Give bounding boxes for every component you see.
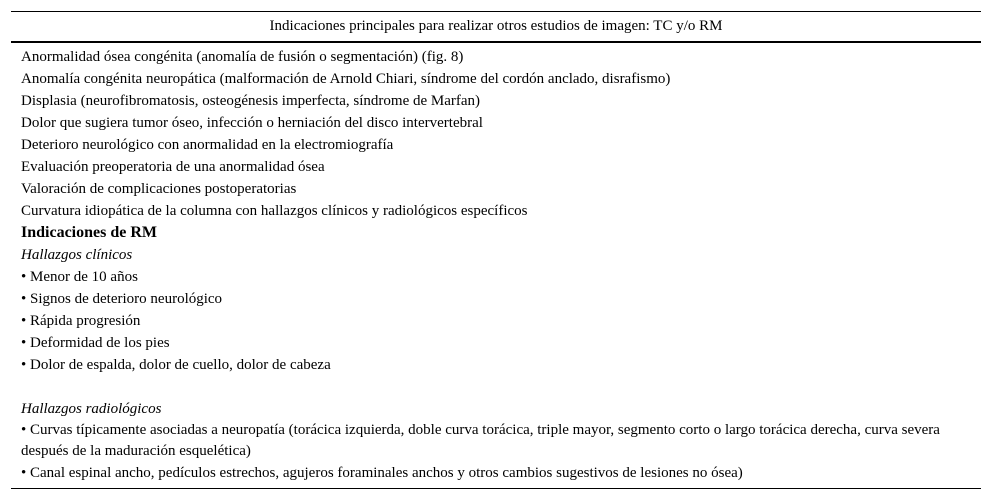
table-row: Anormalidad ósea congénita (anomalía de fusión o segmentación) (fig. 8) [21,49,464,65]
table-row: Deterioro neurológico con anormalidad en la electromiografía [21,137,394,153]
list-item: • Curvas típicamente asociadas a neuropatía (torácica izquierda, doble curva torácica, triple mayor, segmento corto o largo torácica derecha, curva severa después de la maduración esquelética) [21,420,981,462]
list-item: • Dolor de espalda, dolor de cuello, dolor de cabeza [21,354,981,376]
list-item: • Canal espinal ancho, pedículos estrechos, agujeros foraminales anchos y otros cambios sugestivos de lesiones no ósea) [21,462,981,484]
table-header: Indicaciones principales para realizar otros estudios de imagen: TC y/o RM [269,18,723,34]
table-body [11,43,981,484]
table-bottom-rule [11,488,981,489]
table-row: Valoración de complicaciones postoperatorias [21,181,297,197]
list-item: • Signos de deterioro neurológico [21,288,981,310]
table-row: Anomalía congénita neuropática (malformación de Arnold Chiari, síndrome del cordón anclado, disrafismo) [21,71,671,87]
rm-section-title: Indicaciones de RM [21,224,157,241]
spacer [21,376,981,398]
list-item: • Rápida progresión [21,310,981,332]
indications-table [11,11,981,484]
radiological-findings-subtitle: Hallazgos radiológicos [21,401,162,417]
list-item: • Menor de 10 años [21,266,981,288]
table-row: Displasia (neurofibromatosis, osteogénesis imperfecta, síndrome de Marfan) [21,93,481,109]
clinical-findings-subtitle: Hallazgos clínicos [21,247,133,263]
table-row: Dolor que sugiera tumor óseo, infección o herniación del disco intervertebral [21,115,483,131]
list-item: • Deformidad de los pies [21,332,981,354]
table-row: Curvatura idiopática de la columna con hallazgos clínicos y radiológicos específicos [21,203,528,219]
table-row: Evaluación preoperatoria de una anormalidad ósea [21,159,325,175]
